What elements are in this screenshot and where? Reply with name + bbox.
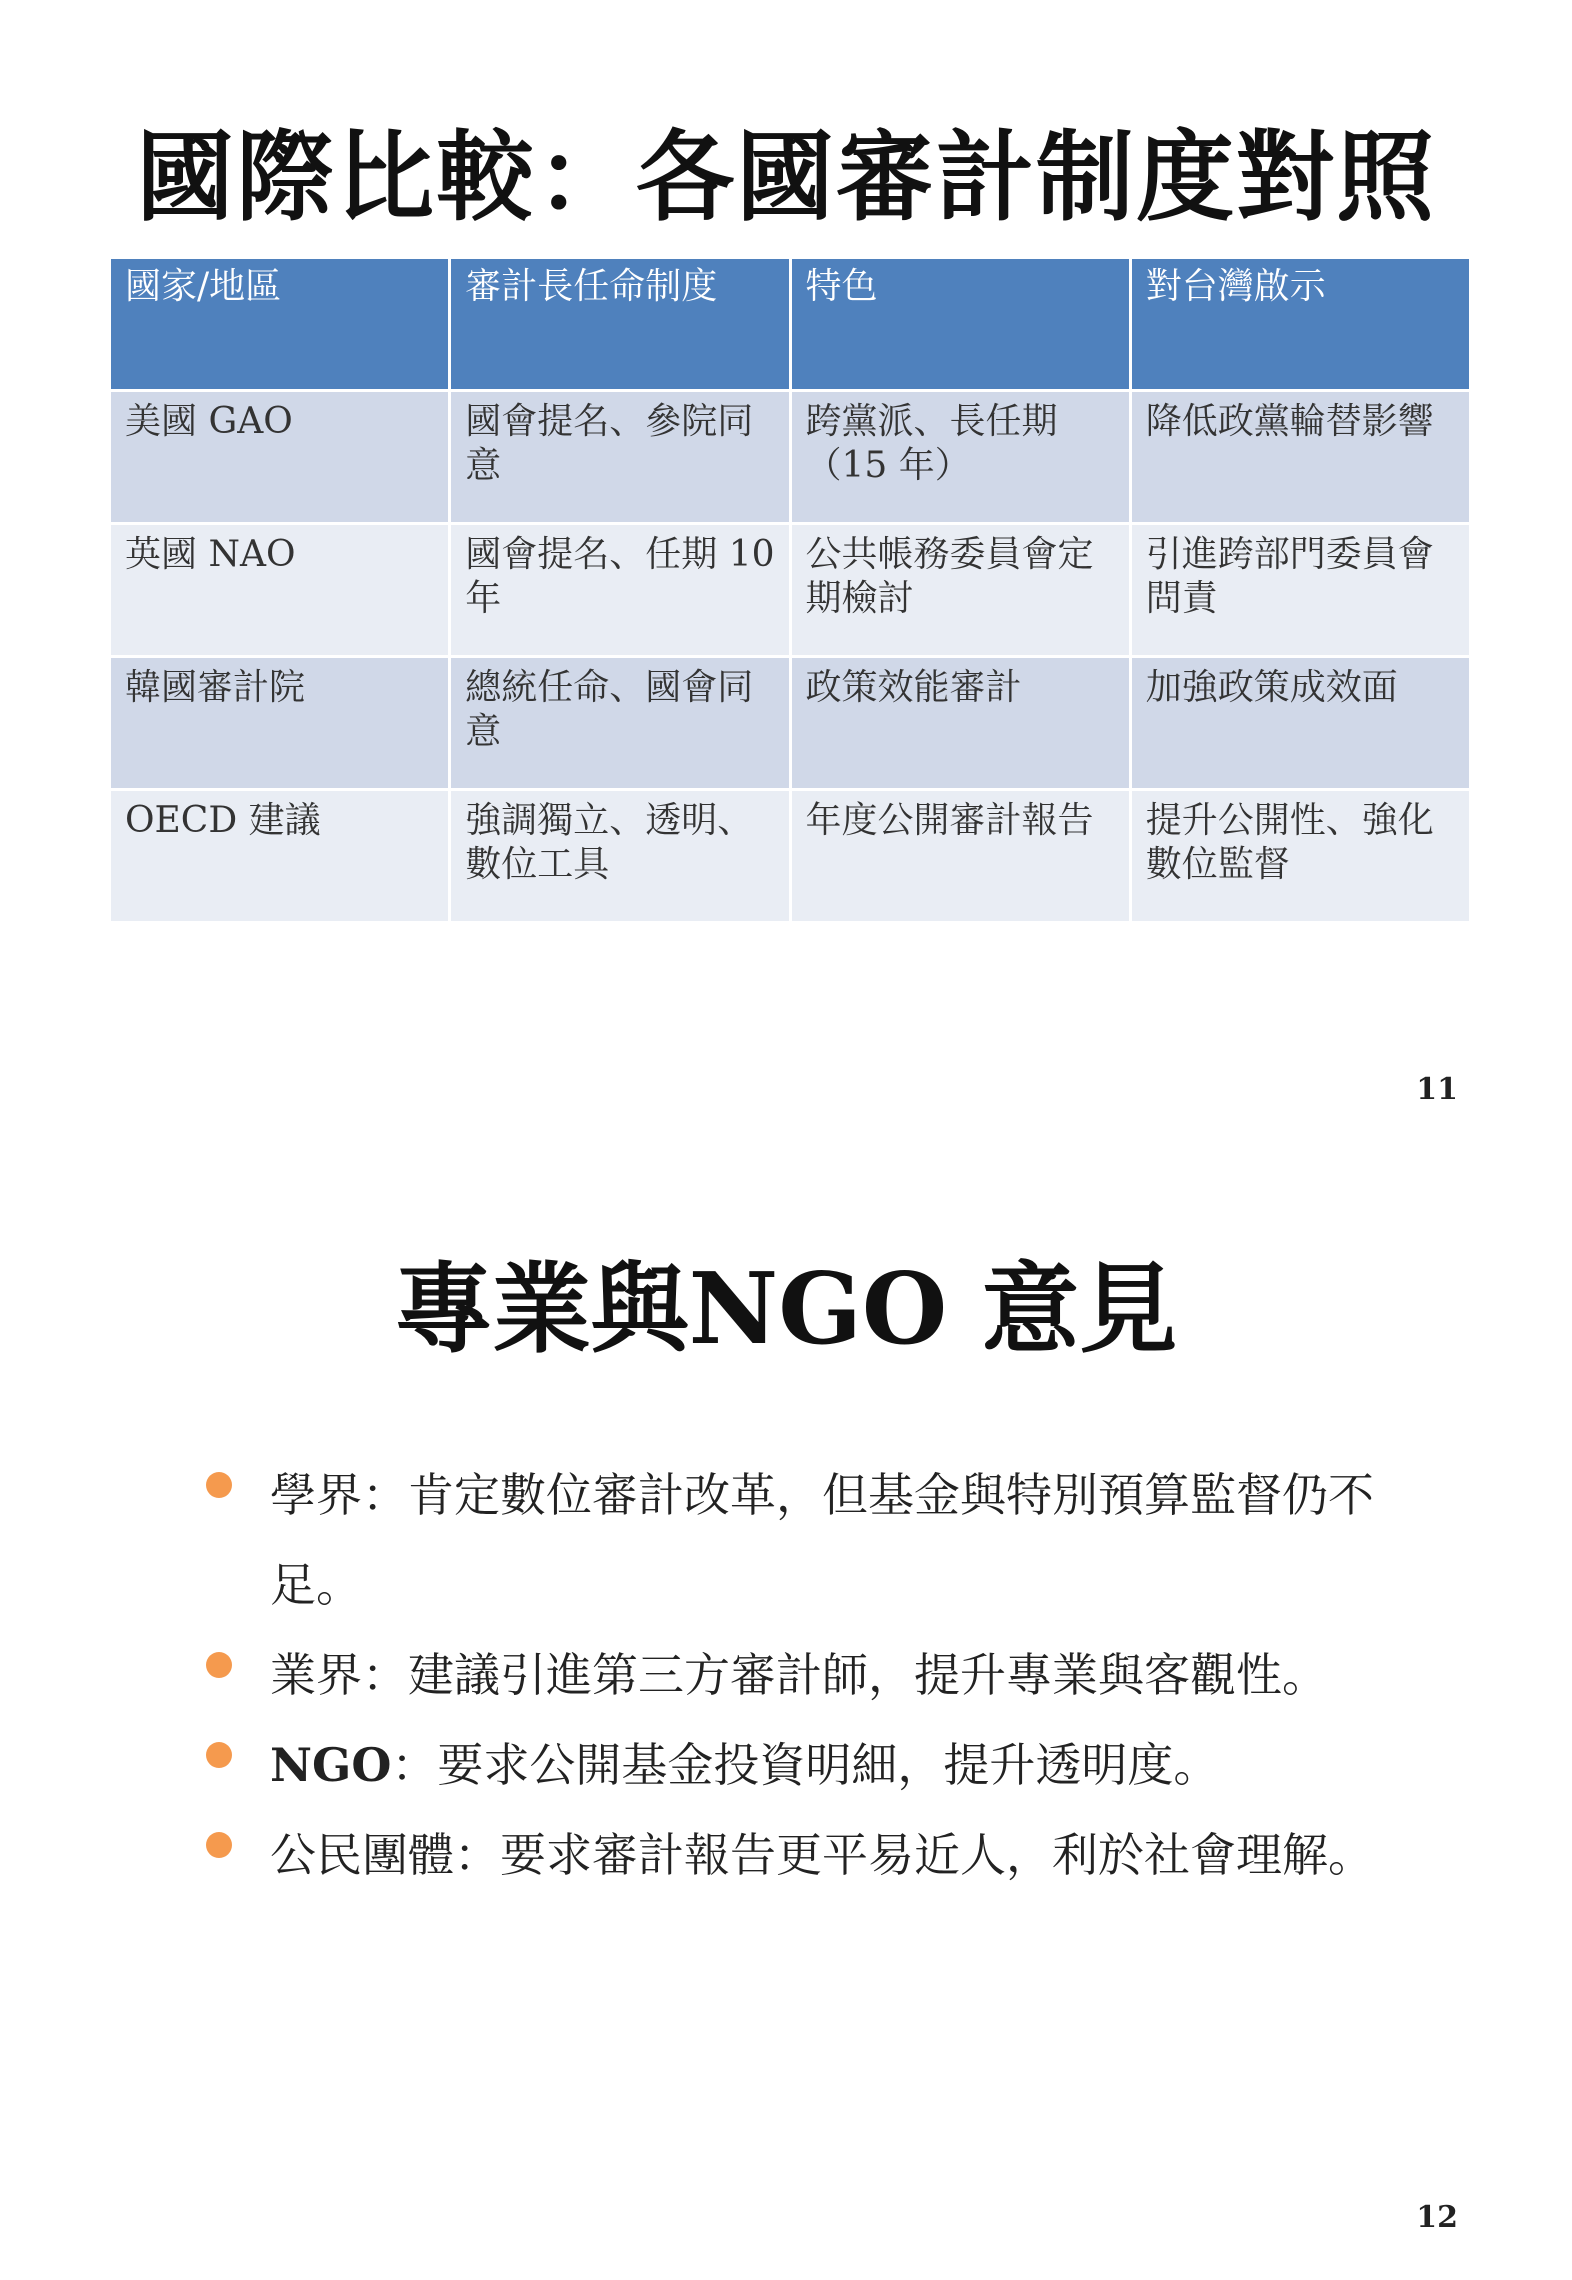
list-item	[200, 1630, 1420, 1720]
table-cell: 韓國審計院	[111, 658, 448, 788]
table-cell: 引進跨部門委員會問責	[1132, 525, 1469, 655]
table-cell: 政策效能審計	[792, 658, 1129, 788]
page-number-11: 11	[1416, 1072, 1458, 1107]
bullet-text: ：要求公開基金投資明細，提升透明度。	[391, 1738, 1220, 1792]
list-item	[200, 1450, 1420, 1630]
table-row	[111, 392, 1469, 522]
bullet-label: NGO	[270, 1738, 392, 1792]
table-cell: 加強政策成效面	[1132, 658, 1469, 788]
table-header-row	[111, 259, 1469, 389]
list-item	[200, 1720, 1420, 1810]
bullet-dot-icon	[206, 1652, 232, 1678]
bullet-dot-icon	[206, 1472, 232, 1498]
table-cell: 降低政黨輪替影響	[1132, 392, 1469, 522]
bullet-label: 公民團體	[270, 1828, 454, 1882]
list-item	[200, 1810, 1420, 1900]
header-country: 國家/地區	[111, 259, 448, 389]
bullet-text: ：要求審計報告更平易近人，利於社會理解。	[454, 1828, 1374, 1882]
table-cell: 總統任命、國會同意	[451, 658, 788, 788]
header-appointment: 審計長任命制度	[451, 259, 788, 389]
table-cell: 美國 GAO	[111, 392, 448, 522]
table-cell: 年度公開審計報告	[792, 791, 1129, 921]
slide-title-international-comparison: 國際比較：各國審計制度對照	[135, 120, 1436, 235]
table-cell: 國會提名、任期 10 年	[451, 525, 788, 655]
bullet-dot-icon	[206, 1742, 232, 1768]
table-cell: 國會提名、參院同意	[451, 392, 788, 522]
slide-title-ngo-opinions: 專業與NGO 意見	[394, 1252, 1178, 1367]
header-features: 特色	[792, 259, 1129, 389]
table-row	[111, 525, 1469, 655]
table-cell: 公共帳務委員會定期檢討	[792, 525, 1129, 655]
bullet-dot-icon	[206, 1832, 232, 1858]
table-row	[111, 658, 1469, 788]
table-cell: 提升公開性、強化數位監督	[1132, 791, 1469, 921]
table-cell: 強調獨立、透明、數位工具	[451, 791, 788, 921]
bullet-text: ：建議引進第三方審計師，提升專業與客觀性。	[362, 1648, 1328, 1702]
bullet-text: ：肯定數位審計改革，但基金與特別預算監督仍不足。	[270, 1468, 1374, 1612]
table-row	[111, 791, 1469, 921]
page-number-12: 12	[1416, 2200, 1458, 2235]
bullet-label: 業界	[270, 1648, 362, 1702]
opinion-bullet-list	[200, 1450, 1420, 1900]
table-cell: 英國 NAO	[111, 525, 448, 655]
table-cell: 跨黨派、長任期（15 年）	[792, 392, 1129, 522]
header-implications: 對台灣啟示	[1132, 259, 1469, 389]
table-cell: OECD 建議	[111, 791, 448, 921]
audit-comparison-table	[108, 256, 1472, 924]
bullet-label: 學界	[270, 1468, 362, 1522]
